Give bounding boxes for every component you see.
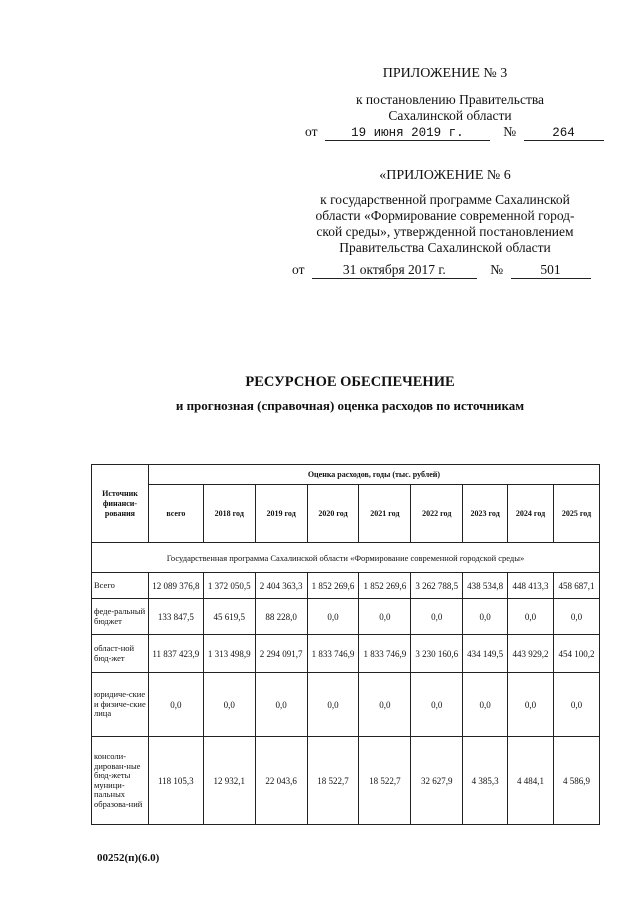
cell: 0,0 (307, 673, 359, 737)
table-row (92, 599, 600, 635)
appendix6-line1: к государственной программе Сахалинской (320, 192, 570, 207)
cell: 133 847,5 (148, 599, 203, 635)
cell: 45 619,5 (203, 599, 255, 635)
appendix3-number: 264 (524, 126, 604, 141)
cell: 0,0 (508, 673, 554, 737)
cell: 0,0 (553, 599, 599, 635)
cell: 18 522,7 (359, 737, 411, 825)
cell: 458 687,1 (553, 573, 599, 599)
cell: 448 413,3 (508, 573, 554, 599)
appendix3-date: 19 июня 2019 г. (325, 126, 490, 141)
cell: 0,0 (411, 599, 463, 635)
cell: 1 852 269,6 (359, 573, 411, 599)
cell: 1 833 746,9 (307, 635, 359, 673)
row-source: област-ной бюд-жет (92, 635, 149, 673)
cell: 4 385,3 (463, 737, 508, 825)
col-header: 2021 год (359, 485, 411, 543)
appendix3-line1: к постановлению Правительства (355, 92, 545, 107)
cell: 12 089 376,8 (148, 573, 203, 599)
cell: 0,0 (359, 599, 411, 635)
cell: 18 522,7 (307, 737, 359, 825)
cell: 88 228,0 (255, 599, 307, 635)
appendix6-date: 31 октября 2017 г. (312, 262, 477, 279)
col-header: 2025 год (553, 485, 599, 543)
cell: 1 852 269,6 (307, 573, 359, 599)
col-header: 2019 год (255, 485, 307, 543)
group-header: Оценка расходов, годы (тыс. рублей) (148, 465, 599, 485)
cell: 32 627,9 (411, 737, 463, 825)
row-source: юридиче-ские и физиче-ские лица (92, 673, 149, 737)
appendix6-line3: ской среды», утвержденной постановлением (316, 224, 574, 239)
appendix3-from-label: от (305, 124, 318, 139)
cell: 12 932,1 (203, 737, 255, 825)
cell: 434 149,5 (463, 635, 508, 673)
heading-line2: и прогнозная (справочная) оценка расходов по источникам (175, 398, 525, 413)
cell: 0,0 (359, 673, 411, 737)
cell: 1 313 498,9 (203, 635, 255, 673)
appendix3-title: ПРИЛОЖЕНИЕ № 3 (382, 66, 508, 81)
cell: 0,0 (463, 673, 508, 737)
cell: 118 105,3 (148, 737, 203, 825)
cell: 438 534,8 (463, 573, 508, 599)
row-source: консоли-дирован-ные бюд-жеты муници-пальных образова-ний (92, 737, 149, 825)
col-header: 2018 год (203, 485, 255, 543)
col-header: 2020 год (307, 485, 359, 543)
cell: 0,0 (203, 673, 255, 737)
cell: 0,0 (148, 673, 203, 737)
cell: 1 833 746,9 (359, 635, 411, 673)
cell: 11 837 423,9 (148, 635, 203, 673)
table-row (92, 737, 600, 825)
appendix6-from-label: от (292, 262, 305, 277)
col-header: 2022 год (411, 485, 463, 543)
col-header: всего (148, 485, 203, 543)
cell: 2 294 091,7 (255, 635, 307, 673)
appendix6-num-label: № (490, 262, 504, 277)
row-source: феде-ральный бюджет (92, 599, 149, 635)
cell: 443 929,2 (508, 635, 554, 673)
appendix6-line2: области «Формирование современной город- (315, 208, 575, 223)
cell: 4 586,9 (553, 737, 599, 825)
appendix6-number: 501 (511, 262, 591, 279)
cell: 0,0 (307, 599, 359, 635)
cell: 3 262 788,5 (411, 573, 463, 599)
cell: 0,0 (255, 673, 307, 737)
cell: 0,0 (553, 673, 599, 737)
appendix6-line4: Правительства Сахалинской области (339, 240, 551, 255)
col-header: 2024 год (508, 485, 554, 543)
cell: 2 404 363,3 (255, 573, 307, 599)
cell: 4 484,1 (508, 737, 554, 825)
appendix3-line2: Сахалинской области (388, 108, 512, 123)
row-source: Всего (92, 573, 149, 599)
cell: 22 043,6 (255, 737, 307, 825)
appendix3-num-label: № (503, 124, 517, 139)
resource-table (91, 464, 600, 825)
cell: 3 230 160,6 (411, 635, 463, 673)
appendix3-signature-line (305, 124, 605, 141)
col-header: 2023 год (463, 485, 508, 543)
source-header: Источник финанси-рования (92, 465, 149, 543)
footer-code: 00252(п)(6.0) (97, 852, 160, 864)
table-row (92, 573, 600, 599)
cell: 0,0 (411, 673, 463, 737)
cell: 0,0 (508, 599, 554, 635)
cell: 454 100,2 (553, 635, 599, 673)
heading-line1: РЕСУРСНОЕ ОБЕСПЕЧЕНИЕ (245, 374, 455, 390)
appendix6-signature-line (292, 262, 592, 279)
program-row: Государственная программа Сахалинской области «Формирование современной городской среды» (92, 543, 600, 573)
cell: 1 372 050,5 (203, 573, 255, 599)
appendix6-title: «ПРИЛОЖЕНИЕ № 6 (379, 168, 511, 183)
table-row (92, 635, 600, 673)
table-row (92, 673, 600, 737)
cell: 0,0 (463, 599, 508, 635)
